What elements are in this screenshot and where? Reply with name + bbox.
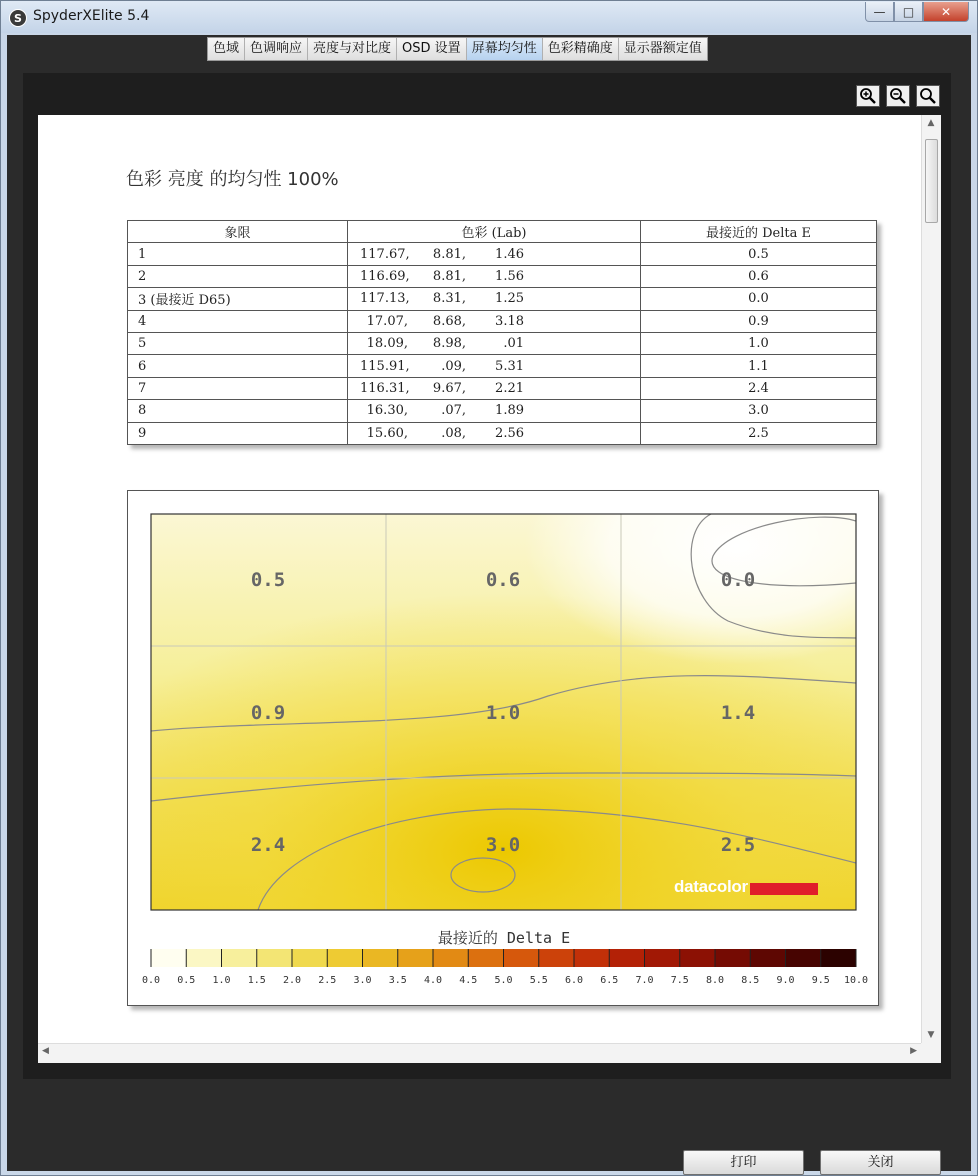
table-row	[128, 400, 877, 422]
heatmap-cell-label: 2.5	[720, 834, 756, 856]
legend-tick-label: 6.0	[564, 975, 584, 986]
heatmap-cell-label: 0.6	[485, 569, 521, 591]
heatmap-cell-label: 1.0	[485, 702, 521, 724]
delta-e-cell: 1.1	[641, 355, 877, 377]
datacolor-logo	[674, 877, 818, 897]
quadrant-cell: 3 (最接近 D65)	[128, 288, 348, 310]
legend-tick-label: 9.5	[811, 975, 830, 986]
legend-color-segment	[468, 949, 504, 967]
lab-l-value: 18.09,	[366, 336, 408, 352]
horizontal-scrollbar[interactable]	[38, 1043, 921, 1063]
quadrant-cell: 8	[128, 400, 348, 422]
legend-color-segment	[222, 949, 258, 967]
legend-color-segment	[680, 949, 716, 967]
tab-6[interactable]: 显示器额定值	[619, 38, 707, 60]
legend-color-segment	[151, 949, 187, 967]
table-row	[128, 265, 877, 287]
scrollbar-corner	[921, 1043, 941, 1063]
lab-l-value: 116.31,	[360, 380, 410, 396]
lab-a-value: 8.81,	[432, 246, 466, 262]
uniformity-map-panel	[127, 490, 879, 1006]
legend-color-segment	[539, 949, 575, 967]
legend-color-segment	[750, 949, 786, 967]
delta-e-cell: 2.4	[641, 377, 877, 399]
datacolor-logo-text: datacolor	[674, 877, 748, 896]
legend-color-segment	[504, 949, 540, 967]
lab-a-value: 8.81,	[432, 268, 466, 284]
legend-tick-label: 4.5	[459, 975, 478, 986]
tab-4[interactable]: 屏幕均匀性	[467, 38, 543, 60]
quadrant-cell: 5	[128, 332, 348, 354]
lab-a-value: 9.67,	[432, 380, 466, 396]
table-row	[128, 377, 877, 399]
lab-b-value: 2.21	[495, 380, 524, 396]
lab-b-value: 2.56	[495, 425, 524, 441]
legend-color-segment	[786, 949, 822, 967]
zoom-fit-icon[interactable]	[916, 85, 940, 107]
lab-cell	[348, 288, 641, 310]
delta-e-cell: 0.9	[641, 310, 877, 332]
table-row	[128, 288, 877, 310]
legend-tick-label: 5.0	[494, 975, 513, 986]
quadrant-cell: 6	[128, 355, 348, 377]
lab-b-value: 1.56	[495, 268, 524, 284]
print-button[interactable]: 打印	[683, 1150, 804, 1175]
legend-tick-label: 8.0	[705, 975, 725, 986]
tab-0[interactable]: 色域	[208, 38, 245, 60]
lab-l-value: 16.30,	[366, 403, 408, 419]
legend-tick-label: 10.0	[843, 975, 869, 986]
legend-tick-label: 7.5	[670, 975, 689, 986]
lab-cell	[348, 265, 641, 287]
title-bar[interactable]	[1, 1, 977, 33]
lab-l-value: 115.91,	[360, 358, 410, 374]
close-window-button[interactable]: ✕	[923, 2, 969, 22]
zoom-toolbar	[856, 85, 940, 107]
delta-e-cell: 1.0	[641, 332, 877, 354]
table-row	[128, 422, 877, 444]
lab-a-value: .08,	[441, 425, 466, 441]
legend-color-segment	[574, 949, 610, 967]
scroll-left-icon[interactable]: ◀	[42, 1046, 49, 1056]
zoom-out-icon[interactable]	[886, 85, 910, 107]
lab-cell	[348, 243, 641, 265]
lab-cell	[348, 355, 641, 377]
lab-cell	[348, 310, 641, 332]
legend-color-segment	[257, 949, 293, 967]
window-title: SpyderXElite 5.4	[33, 8, 150, 24]
close-button[interactable]: 关闭	[820, 1150, 941, 1175]
legend-color-segment	[398, 949, 434, 967]
report-heading: 色彩 亮度 的均匀性 100%	[126, 169, 339, 190]
datacolor-logo-bar	[750, 883, 818, 895]
quadrant-cell: 4	[128, 310, 348, 332]
table-row	[128, 332, 877, 354]
legend-tick-label: 6.5	[600, 975, 619, 986]
legend-color-segment	[363, 949, 399, 967]
column-header-quadrant: 象限	[128, 221, 348, 243]
delta-e-cell: 0.6	[641, 265, 877, 287]
lab-a-value: 8.98,	[432, 336, 466, 352]
delta-e-cell: 3.0	[641, 400, 877, 422]
tab-1[interactable]: 色调响应	[245, 38, 308, 60]
lab-b-value: 3.18	[495, 313, 524, 329]
legend-color-segment	[609, 949, 645, 967]
quadrant-cell: 2	[128, 265, 348, 287]
delta-e-cell: 0.0	[641, 288, 877, 310]
lab-a-value: 8.31,	[432, 291, 466, 307]
heatmap-cell-label: 1.4	[720, 702, 756, 724]
lab-cell	[348, 400, 641, 422]
heatmap-cell-label: 0.5	[250, 569, 286, 591]
delta-e-cell: 0.5	[641, 243, 877, 265]
scroll-down-icon[interactable]: ▼	[927, 1030, 935, 1040]
lab-cell	[348, 332, 641, 354]
heatmap-cell-label: 0.9	[250, 702, 286, 724]
app-logo-icon: S	[9, 9, 27, 27]
legend-tick-label: 9.0	[776, 975, 795, 986]
legend-tick-label: 2.5	[318, 975, 337, 986]
quadrant-table	[127, 220, 877, 445]
scroll-thumb[interactable]	[925, 139, 938, 223]
lab-b-value: 5.31	[495, 358, 524, 374]
table-row	[128, 310, 877, 332]
quadrant-cell: 9	[128, 422, 348, 444]
legend-tick-label: 4.0	[423, 975, 443, 986]
tab-5[interactable]: 色彩精确度	[543, 38, 619, 60]
legend-tick-label: 5.5	[529, 975, 548, 986]
lab-l-value: 117.67,	[360, 246, 410, 262]
legend-tick-label: 3.5	[388, 975, 407, 986]
table-row	[128, 243, 877, 265]
column-header-delta-e: 最接近的 Delta E	[641, 221, 877, 243]
legend-title: 最接近的 Delta E	[437, 929, 571, 947]
lab-b-value: .01	[503, 336, 524, 352]
tab-3[interactable]: OSD 设置	[397, 38, 467, 60]
lab-a-value: .09,	[441, 358, 466, 374]
legend-color-segment	[645, 949, 681, 967]
legend-tick-label: 1.0	[212, 975, 231, 986]
lab-l-value: 15.60,	[366, 425, 408, 441]
lab-b-value: 1.25	[495, 291, 524, 307]
lab-a-value: .07,	[441, 403, 466, 419]
legend-tick-label: 0.0	[141, 975, 161, 986]
legend-tick-label: 3.0	[353, 975, 372, 986]
lab-l-value: 17.07,	[366, 313, 408, 329]
client-area	[7, 35, 971, 1171]
lab-cell	[348, 422, 641, 444]
legend-color-segment	[327, 949, 363, 967]
zoom-in-icon[interactable]	[856, 85, 880, 107]
tab-2[interactable]: 亮度与对比度	[308, 38, 397, 60]
lab-cell	[348, 377, 641, 399]
scroll-up-icon[interactable]: ▲	[927, 118, 935, 128]
minimize-button[interactable]: —	[865, 2, 894, 22]
report-tabs	[207, 37, 708, 61]
column-header-lab: 色彩 (Lab)	[348, 221, 641, 243]
legend-color-segment	[186, 949, 222, 967]
heatmap-cell-label: 3.0	[485, 834, 521, 856]
legend-tick-label: 2.0	[282, 975, 302, 986]
legend-color-segment	[821, 949, 857, 967]
delta-e-cell: 2.5	[641, 422, 877, 444]
legend-color-segment	[715, 949, 751, 967]
legend-tick-label: 8.5	[741, 975, 760, 986]
table-header-row	[128, 221, 877, 243]
quadrant-cell: 7	[128, 377, 348, 399]
lab-l-value: 116.69,	[360, 268, 410, 284]
report-page	[38, 115, 921, 1043]
legend-tick-label: 1.5	[247, 975, 266, 986]
legend-color-segment	[292, 949, 328, 967]
vertical-scrollbar[interactable]	[921, 115, 941, 1043]
table-row	[128, 355, 877, 377]
maximize-button[interactable]: □	[894, 2, 923, 22]
legend-tick-label: 7.0	[635, 975, 654, 986]
quadrant-cell: 1	[128, 243, 348, 265]
scroll-right-icon[interactable]: ▶	[910, 1046, 917, 1056]
heatmap-cell-label: 2.4	[250, 834, 286, 856]
legend-color-segment	[433, 949, 469, 967]
lab-b-value: 1.89	[495, 403, 524, 419]
lab-a-value: 8.68,	[432, 313, 466, 329]
legend-tick-label: 0.5	[177, 975, 196, 986]
lab-l-value: 117.13,	[360, 291, 410, 307]
lab-b-value: 1.46	[495, 246, 524, 262]
heatmap-cell-label: 0.0	[720, 569, 756, 591]
